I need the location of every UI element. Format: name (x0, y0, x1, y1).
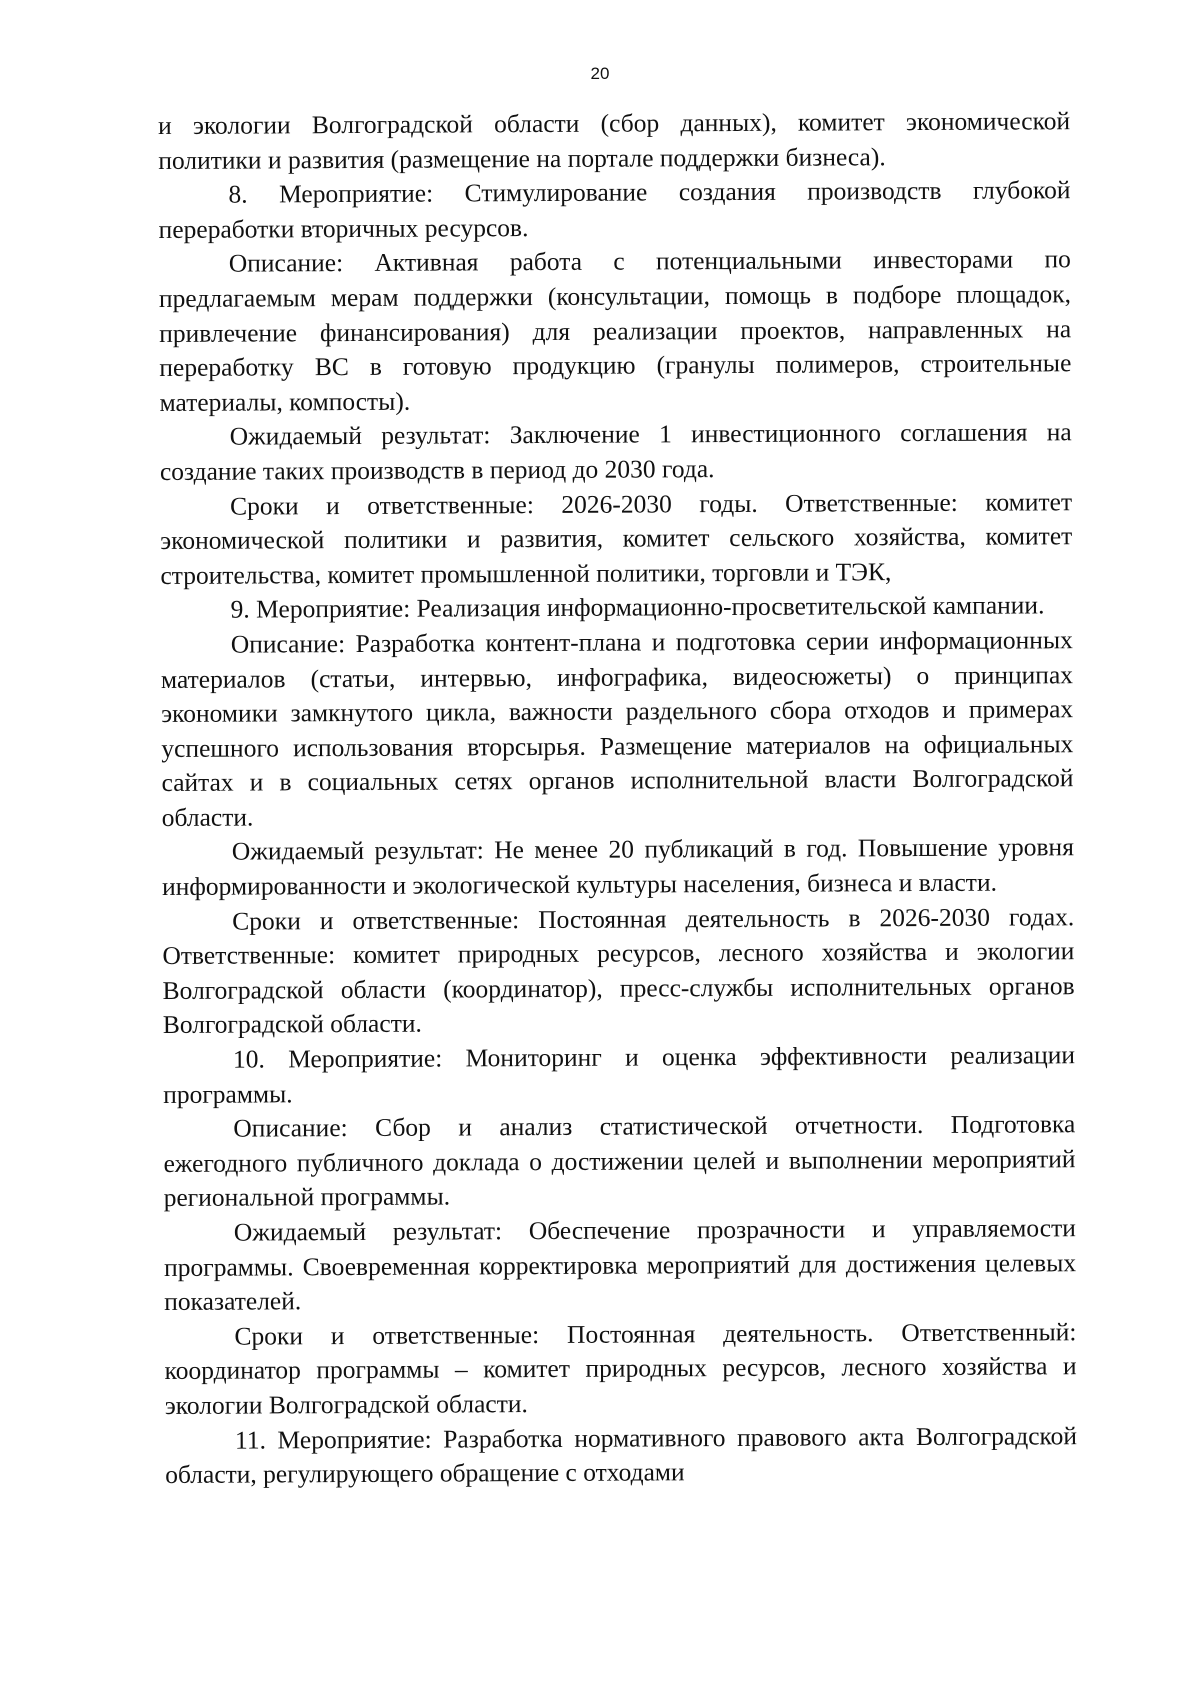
paragraph-measure-9-description: Описание: Разработка контент-плана и подготовка серии информационных материалов (статьи, интервью, инфографика, видеосюжеты) о принципах экономики замкнутого цикла, важности раздельного сбора отходов и примерах успешного использования вторсырья. Размещение материалов на официальных сайтах и в социальных сетях органов исполнительной власти Волгоградской области. (160, 625, 1074, 832)
paragraph-measure-9-result: Ожидаемый результат: Не менее 20 публикаций в год. Повышение уровня информированности и экологической культуры населения, бизнеса и власти. (161, 832, 1074, 902)
paragraph-measure-9-title: 9. Мероприятие: Реализация информационно-просветительской кампании. (230, 590, 1045, 624)
paragraph-measure-10-description: Описание: Сбор и анализ статистической отчетности. Подготовка ежегодного публичного доклада о достижении целей и выполнении мероприятий региональной программы. (163, 1109, 1076, 1213)
page-number: 20 (590, 64, 610, 83)
paragraph-measure-10-terms: Сроки и ответственные: Постоянная деятельность. Ответственный: координатор программы – комитет природных ресурсов, лесного хозяйства и экологии Волгоградской области. (164, 1316, 1077, 1420)
paragraph-measure-8-description: Описание: Активная работа с потенциальными инвесторами по предлагаемым мерам поддержки (консультации, помощь в подборе площадок, привлечение финансирования) для реализации проектов, направленных на переработку ВС в готовую продукцию (гранулы полимеров, строительные материалы, компосты). (158, 244, 1072, 417)
paragraph-continuation: и экологии Волгоградской области (сбор данных), комитет экономической политики и развития (размещение на портале поддержки бизнеса). (158, 106, 1071, 175)
paragraph-measure-8-terms: Сроки и ответственные: 2026-2030 годы. Ответственные: комитет экономической политики и развития, комитет сельского хозяйства, комитет строительства, комитет промышленной политики, торговли и ТЭК, (160, 486, 1073, 590)
paragraph-measure-8-title: 8. Мероприятие: Стимулирование создания производств глубокой переработки вторичных ресурсов. (158, 175, 1071, 244)
document-body (158, 104, 1077, 1493)
paragraph-measure-11-title: 11. Мероприятие: Разработка нормативного правового акта Волгоградской области, регулирующего обращение с отходами (165, 1420, 1078, 1490)
paragraph-measure-8-result: Ожидаемый результат: Заключение 1 инвестиционного соглашения на создание таких производств в период до 2030 года. (159, 417, 1072, 486)
paragraph-measure-9-terms: Сроки и ответственные: Постоянная деятельность в 2026-2030 годах. Ответственные: комитет природных ресурсов, лесного хозяйства и экологии Волгоградской области (координатор), пресс-службы исполнительных органов Волгоградской области. (162, 901, 1075, 1040)
paragraph-measure-10-title: 10. Мероприятие: Мониторинг и оценка эффективности реализации программы. (163, 1040, 1076, 1109)
paragraph-measure-10-result: Ожидаемый результат: Обеспечение прозрачности и управляемости программы. Своевременная корректировка мероприятий для достижения целевых показателей. (163, 1213, 1077, 1317)
